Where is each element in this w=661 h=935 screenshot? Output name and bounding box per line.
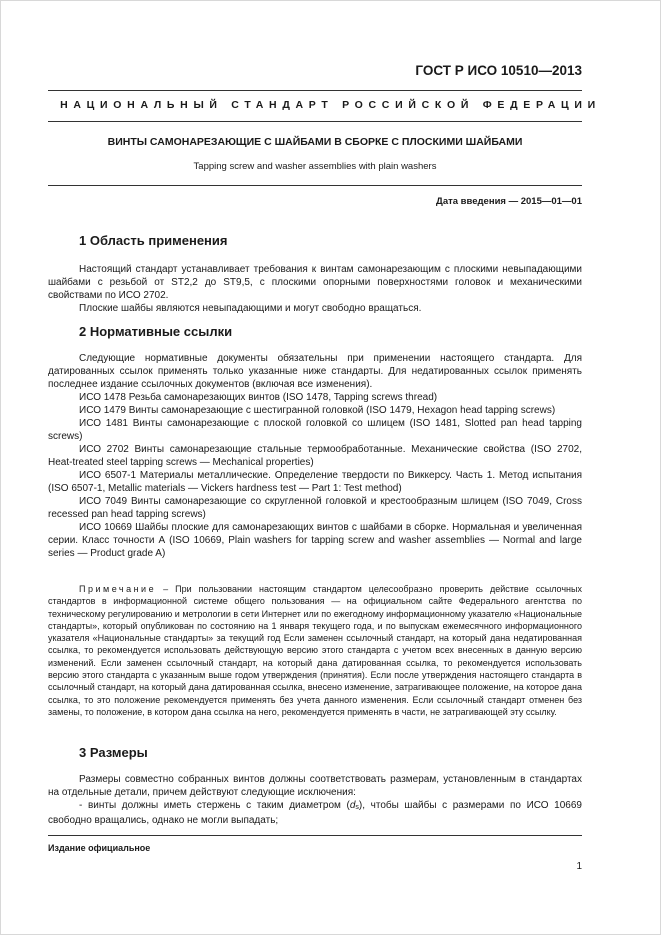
paragraph: Настоящий стандарт устанавливает требования к винтам самонарезающим с плоскими невыпадающими шайбами с резьбой от ST2,2 до ST9,5, с плоскими опорными поверхностями головок и механическими свойствами по ИСО 2702. (48, 264, 582, 301)
section-dimensions-body (48, 773, 582, 827)
section-references-body (48, 352, 582, 560)
page-number: 1 (576, 861, 582, 872)
section-heading-normative-references: 2 Нормативные ссылки (79, 324, 233, 339)
note-label: Примечание (79, 584, 157, 594)
note-text: – При пользовании настоящим стандартом целесообразно проверить действие ссылочных стандартов в информационной системе общего пользования — на официальном сайте Федерального агентства по техническому регулированию и метрологии в сети Интернет или по ежегодному информационному указателю «Национальные стандарты», который опубликован по состоянию на 1 января текущего года, и по выпускам ежемесячного информационного указателя «Национальные стандарты» за текущий год Если заменен ссылочный стандарт, на который дана недатированная ссылка, то рекомендуется использовать действующую версию этого стандарта с учетом всех внесенных в данную версию изменений. Если заменен ссылочный стандарт, на который дана датированная ссылка, то рекомендуется использовать версию этого стандарта с указанным выше годом утверждения (принятия). Если после утверждения настоящего стандарта в ссылочный стандарт, на который дана датированная ссылка, внесено изменение, затрагивающее положение, на которое дана ссылка, то это положение рекомендуется применять без учета данного изменения. Если ссылочный стандарт отменен без замены, то положение, в котором дана ссылка на него, рекомендуется применять в части, не затрагивающей эту ссылку. (48, 584, 582, 717)
reference-item: ИСО 10669 Шайбы плоские для самонарезающих винтов с шайбами в сборке. Нормальная и увеличенная серии. Класс точности А (ISO 10669, Plain washers for tapping screw and washer assemblies — Normal and large series — Product grade A) (48, 522, 582, 559)
standard-title: НАЦИОНАЛЬНЫЙ СТАНДАРТ РОССИЙСКОЙ ФЕДЕРАЦИИ (60, 99, 601, 111)
document-title-en: Tapping screw and washer assemblies with plain washers (193, 161, 437, 172)
section-scope-body (48, 263, 582, 315)
diameter-subscript: s (355, 804, 359, 811)
paragraph: Размеры совместно собранных винтов должны соответствовать размерам, установленным в стандартах на отдельные детали, причем действуют следующие исключения: (48, 774, 582, 798)
paragraph: - винты должны иметь стержень с таким диаметром (ds), чтобы шайбы с размерами по ИСО 10669 свободно вращались, однако не могли выпадать; (48, 800, 582, 826)
document-code: ГОСТ Р ИСО 10510—2013 (415, 63, 582, 78)
introduction-date: Дата введения — 2015—01—01 (436, 196, 582, 207)
paragraph: Следующие нормативные документы обязательны при применении настоящего стандарта. Для датированных ссылок применять только указанные ниже стандарты. Для недатированных ссылок применять последнее издание ссылочных документов (включая все изменения). (48, 353, 582, 390)
title-rule (48, 185, 582, 186)
reference-item: ИСО 1481 Винты самонарезающие с плоской головкой со шлицем (ISO 1481, Slotted pan head tapping screws) (48, 418, 582, 442)
document-title-ru: ВИНТЫ САМОНАРЕЗАЮЩИЕ С ШАЙБАМИ В СБОРКЕ С ПЛОСКИМИ ШАЙБАМИ (107, 136, 523, 148)
section-heading-scope: 1 Область применения (79, 233, 228, 248)
reference-item: ИСО 1479 Винты самонарезающие с шестигранной головкой (ISO 1479, Hexagon head tapping screws) (79, 405, 556, 416)
reference-item: ИСО 7049 Винты самонарезающие со скругленной головкой и крестообразным шлицем (ISO 7049, Cross recessed pan head tapping screws) (48, 496, 582, 520)
paragraph: Плоские шайбы являются невыпадающими и могут свободно вращаться. (79, 303, 422, 314)
note-paragraph (48, 583, 582, 718)
header-rule-top (48, 90, 582, 91)
diameter-symbol: d (349, 800, 356, 811)
reference-item: ИСО 6507-1 Материалы металлические. Определение твердости по Виккерсу. Часть 1. Метод испытания (ISO 6507-1, Metallic materials — Vickers hardness test — Part 1: Test method) (48, 470, 582, 494)
note-block (48, 583, 582, 718)
header-rule-bottom (48, 121, 582, 122)
reference-item: ИСО 2702 Винты самонарезающие стальные термообработанные. Механические свойства (ISO 2702, Heat-treated steel tapping screws — Mechanical properties) (48, 444, 582, 468)
section-heading-dimensions: 3 Размеры (79, 745, 148, 760)
footer-rule (48, 835, 582, 836)
reference-item: ИСО 1478 Резьба самонарезающих винтов (ISO 1478, Tapping screws thread) (79, 392, 438, 403)
official-edition-label: Издание официальное (48, 843, 151, 853)
